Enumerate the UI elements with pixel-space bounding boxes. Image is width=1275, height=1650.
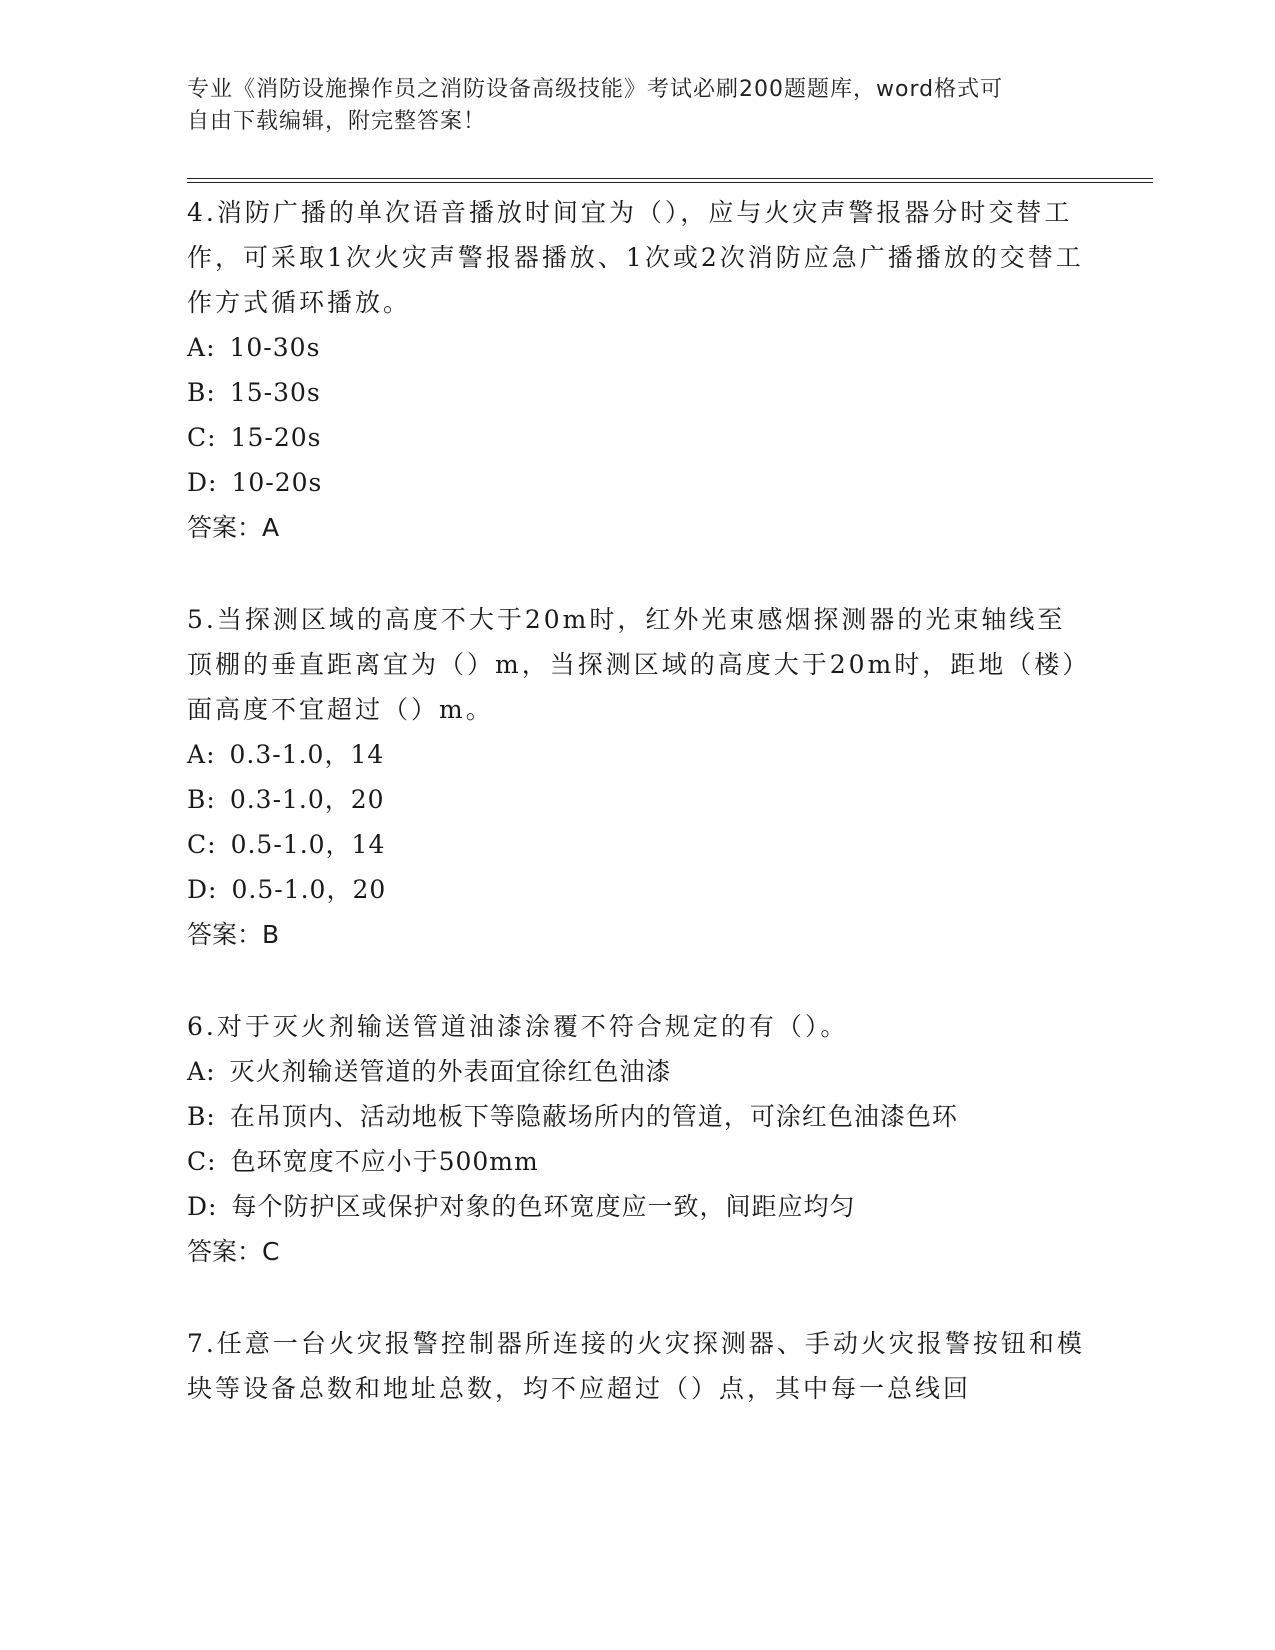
option-letter: C bbox=[187, 1147, 208, 1176]
option-letter: D bbox=[187, 468, 209, 497]
option-d: D: 每个防护区或保护对象的色环宽度应一致，间距应均匀 bbox=[187, 1184, 1087, 1229]
question-5 bbox=[187, 597, 1087, 957]
option-text: 15-20s bbox=[230, 423, 322, 452]
answer-label: 答案：A bbox=[187, 513, 280, 542]
header-line-1: 专业《消防设施操作员之消防设备高级技能》考试必刷200题题库，word格式可 bbox=[187, 77, 1004, 102]
question-7 bbox=[187, 1321, 1087, 1411]
option-b: B: 15-30s bbox=[187, 370, 1087, 415]
question-4 bbox=[187, 190, 1087, 550]
option-a: A: 0.3-1.0，14 bbox=[187, 732, 1087, 777]
option-c: C: 15-20s bbox=[187, 415, 1087, 460]
document-header bbox=[187, 74, 1087, 138]
option-c: C: 0.5-1.0，14 bbox=[187, 822, 1087, 867]
question-text: 4.消防广播的单次语音播放时间宜为（），应与火灾声警报器分时交替工作，可采取1次火灾声警报器播放、1次或2次消防应急广播播放的交替工作方式循环播放。 bbox=[187, 198, 1084, 317]
option-b: B: 0.3-1.0，20 bbox=[187, 777, 1087, 822]
option-a: A: 灭火剂输送管道的外表面宜徐红色油漆 bbox=[187, 1049, 1087, 1094]
option-letter: D bbox=[187, 875, 209, 904]
option-text: 10-30s bbox=[229, 333, 321, 362]
option-c: C: 色环宽度不应小于500mm bbox=[187, 1139, 1087, 1184]
option-d: D: 10-20s bbox=[187, 460, 1087, 505]
question-text: 7.任意一台火灾报警控制器所连接的火灾探测器、手动火灾报警按钮和模块等设备总数和地址总数，均不应超过（）点，其中每一总线回 bbox=[187, 1329, 1085, 1403]
option-b: B: 在吊顶内、活动地板下等隐蔽场所内的管道，可涂红色油漆色环 bbox=[187, 1094, 1087, 1139]
option-text: 10-20s bbox=[231, 468, 323, 497]
question-text: 6.对于灭火剂输送管道油漆涂覆不符合规定的有（）。 bbox=[187, 1012, 849, 1041]
header-divider-top bbox=[187, 178, 1153, 179]
option-text: 15-30s bbox=[229, 378, 321, 407]
option-letter: A bbox=[187, 1057, 207, 1086]
option-letter: D bbox=[187, 1192, 209, 1221]
option-text: 0.3-1.0，20 bbox=[229, 785, 385, 814]
option-letter: B bbox=[187, 378, 207, 407]
option-text: 每个防护区或保护对象的色环宽度应一致，间距应均匀 bbox=[231, 1192, 856, 1221]
option-d: D: 0.5-1.0，20 bbox=[187, 867, 1087, 912]
question-text: 5.当探测区域的高度不大于20m时，红外光束感烟探测器的光束轴线至顶棚的垂直距离宜为（）m，当探测区域的高度大于20m时，距地（楼）面高度不宜超过（）m。 bbox=[187, 605, 1078, 724]
option-text: 0.3-1.0，14 bbox=[229, 740, 385, 769]
option-a: A: 10-30s bbox=[187, 325, 1087, 370]
option-text: 0.5-1.0，14 bbox=[230, 830, 386, 859]
option-letter: A bbox=[187, 333, 207, 362]
question-6 bbox=[187, 1004, 1087, 1274]
option-letter: B bbox=[187, 785, 207, 814]
option-letter: C bbox=[187, 423, 208, 452]
option-letter: C bbox=[187, 830, 208, 859]
option-text: 0.5-1.0，20 bbox=[231, 875, 387, 904]
option-text: 灭火剂输送管道的外表面宜徐红色油漆 bbox=[229, 1057, 672, 1086]
answer-label: 答案：B bbox=[187, 920, 280, 949]
header-line-2: 自由下载编辑，附完整答案！ bbox=[187, 109, 487, 134]
question-list bbox=[187, 190, 1087, 1411]
option-text: 在吊顶内、活动地板下等隐蔽场所内的管道，可涂红色油漆色环 bbox=[229, 1102, 958, 1131]
header-divider-bottom bbox=[187, 182, 1153, 183]
option-letter: A bbox=[187, 740, 207, 769]
answer-label: 答案：C bbox=[187, 1237, 280, 1266]
option-text: 色环宽度不应小于500mm bbox=[230, 1147, 539, 1176]
option-letter: B bbox=[187, 1102, 207, 1131]
